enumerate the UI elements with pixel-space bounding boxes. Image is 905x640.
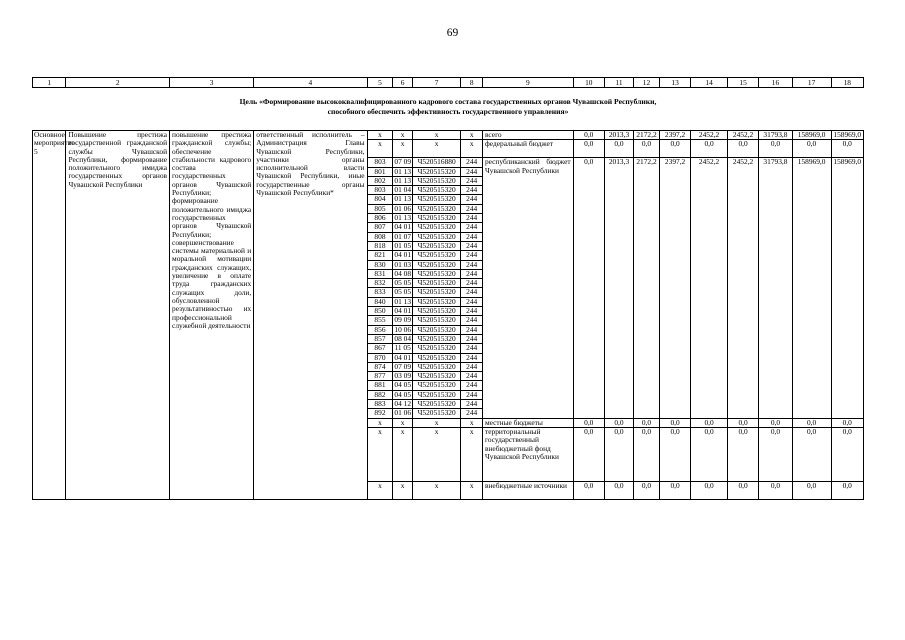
fund-value: 0,0 [831,427,863,481]
column-number-14: 14 [691,78,728,88]
total-value: 2172,2 [634,131,660,140]
local-x-mark: x [412,418,461,427]
federal-value: 0,0 [604,140,633,158]
total-value: 158969,0 [831,131,863,140]
section-code: 04 01 [394,352,412,362]
section-code: 04 01 [394,222,412,232]
section-code: 01 13 [394,296,412,306]
section-code: 03 09 [394,371,412,381]
local-value: 0,0 [691,418,728,427]
ministry-code: 855 [367,316,393,325]
ministry-code: 870 [367,353,393,362]
republican-value: 2452,2 [727,158,758,418]
target-article-code: Ч520515320 [412,223,461,232]
target-article-code: Ч520515320 [412,400,461,409]
fund-x-mark: x [412,427,461,481]
ministry-code: 850 [367,307,393,316]
target-article-code: Ч520515320 [412,334,461,343]
column-number-5: 5 [367,78,393,88]
source-total: всего [482,131,573,140]
section-code: 01 13 [394,166,412,176]
fund-x-mark: x [367,427,393,481]
section-code: 05 05 [394,287,412,297]
expense-type-code: 244 [461,334,483,343]
section-code: 01 13 [394,194,412,204]
federal-x-mark: x [412,140,461,158]
column-number-18: 18 [831,78,863,88]
column-number-10: 10 [573,78,604,88]
expense-type-code: 244 [461,204,483,213]
total-value: 31793,8 [759,131,792,140]
section-code: 01 13 [394,175,412,185]
ministry-code: 856 [367,325,393,334]
ministry-code: 803 [367,186,393,195]
target-article-code: Ч520515320 [412,176,461,185]
ministry-code: 892 [367,409,393,418]
federal-x-mark: x [461,140,483,158]
local-value: 0,0 [792,418,831,427]
expense-type-code: 244 [461,251,483,260]
target-article-code: Ч520515320 [412,409,461,418]
expense-type-code: 244 [461,260,483,269]
republican-value: 158969,0 [792,158,831,418]
target-article-code: Ч520515320 [412,288,461,297]
program-table [32,130,864,500]
target-article-code: Ч520515320 [412,167,461,176]
section-code: 01 04 [394,185,412,195]
federal-value: 0,0 [727,140,758,158]
fund-value: 0,0 [604,427,633,481]
goal-line-1: Цель «Формирование высококвалифицированного кадрового состава государственных органов Чувашской Республики, [239,97,657,106]
ministry-code: 803 [367,158,393,167]
expense-type-code: 244 [461,241,483,250]
source-territorial-fund: территориальный государственный внебюджетный фонд Чувашской Республики [482,427,573,481]
federal-value: 0,0 [759,140,792,158]
ministry-code: 804 [367,195,393,204]
ministry-code: 883 [367,400,393,409]
expense-type-code: 244 [461,353,483,362]
event-name: Повышение престижа государственной гражданской службы Чувашской Республики, формирование положительного имиджа государственных органов Чувашской Республики [66,131,170,500]
target-article-code: Ч520515320 [412,279,461,288]
ministry-code: 831 [367,269,393,278]
ministry-code: 833 [367,288,393,297]
column-number-4: 4 [254,78,367,88]
expense-type-code: 244 [461,372,483,381]
federal-x-mark: x [367,140,393,158]
extra-value: 0,0 [691,481,728,499]
extra-x-mark: x [412,481,461,499]
target-article-code: Ч520515320 [412,344,461,353]
federal-x-mark: x [393,140,412,158]
expense-type-code: 244 [461,279,483,288]
target-article-code: Ч520515320 [412,362,461,371]
section-code: 01 05 [394,240,412,250]
target-article-code: Ч520515320 [412,325,461,334]
target-article-code: Ч520515320 [412,297,461,306]
total-value: 158969,0 [792,131,831,140]
extra-value: 0,0 [573,481,604,499]
expense-type-code: 244 [461,362,483,371]
extra-value: 0,0 [831,481,863,499]
target-article-code: Ч520515320 [412,241,461,250]
column-number-17: 17 [792,78,831,88]
extra-value: 0,0 [792,481,831,499]
column-number-16: 16 [759,78,792,88]
section-code: 08 04 [394,333,412,343]
expense-type-code: 244 [461,297,483,306]
federal-value: 0,0 [691,140,728,158]
section-code: 04 05 [394,380,412,390]
expense-type-code: 244 [461,186,483,195]
federal-value: 0,0 [659,140,690,158]
target-article-code: Ч520515320 [412,251,461,260]
target-article-code: Ч520515320 [412,195,461,204]
federal-value: 0,0 [831,140,863,158]
extra-x-mark: x [461,481,483,499]
expense-type-code: 244 [461,167,483,176]
section-code: 07 09 [394,361,412,371]
fund-value: 0,0 [659,427,690,481]
target-article-code: Ч520515320 [412,232,461,241]
ministry-code: 806 [367,214,393,223]
ministry-code: 882 [367,390,393,399]
target-article-code: Ч520515320 [412,204,461,213]
column-number-7: 7 [412,78,461,88]
section-code: 05 05 [394,278,412,288]
column-number-9: 9 [482,78,573,88]
total-x-mark: x [412,131,461,140]
column-number-12: 12 [634,78,660,88]
total-x-mark: x [393,131,412,140]
extra-value: 0,0 [604,481,633,499]
expense-type-code: 244 [461,195,483,204]
section-code: 07 09 [394,157,412,167]
local-value: 0,0 [659,418,690,427]
target-article-code: Ч520515320 [412,353,461,362]
expense-type-code: 244 [461,288,483,297]
ministry-code: 867 [367,344,393,353]
fund-x-mark: x [461,427,483,481]
target-article-code: Ч520516880 [412,158,461,167]
expense-type-code: 244 [461,223,483,232]
local-x-mark: x [393,418,412,427]
local-value: 0,0 [573,418,604,427]
goal-heading [32,97,864,117]
ministry-code: 802 [367,176,393,185]
federal-value: 0,0 [634,140,660,158]
section-code: 01 06 [394,408,412,418]
expected-result: повышение престижа гражданской службы; обеспечение стабильности кадрового состава государственных органов Чувашской Республики; формирование положительного имиджа государственных органов Чувашской Республики; совершенствование системы материальной и моральной мотивации гражданских служащих, увеличение в оплате труда гражданских служащих доли, обусловленной результативностью их профессиональной служебной деятельности [170,131,254,500]
target-article-code: Ч520515320 [412,381,461,390]
section-code: 04 01 [394,250,412,260]
column-number-11: 11 [604,78,633,88]
extra-value: 0,0 [659,481,690,499]
expense-type-code: 244 [461,400,483,409]
total-value: 0,0 [573,131,604,140]
republican-value: 2172,2 [634,158,660,418]
target-article-code: Ч520515320 [412,260,461,269]
expense-type-code: 244 [461,390,483,399]
republican-value: 0,0 [573,158,604,418]
column-number-13: 13 [659,78,690,88]
expense-type-code: 244 [461,158,483,167]
target-article-code: Ч520515320 [412,316,461,325]
total-value: 2397,2 [659,131,690,140]
local-value: 0,0 [634,418,660,427]
expense-type-code: 244 [461,325,483,334]
target-article-code: Ч520515320 [412,269,461,278]
local-value: 0,0 [604,418,633,427]
column-number-3: 3 [170,78,254,88]
expense-type-code: 244 [461,214,483,223]
ministry-code: 832 [367,279,393,288]
source-federal: федеральный бюджет [482,140,573,158]
expense-type-code: 244 [461,307,483,316]
source-extrabudgetary: внебюджетные источники [482,481,573,499]
extra-value: 0,0 [759,481,792,499]
republican-value: 2013,3 [604,158,633,418]
section-code: 04 01 [394,306,412,316]
section-code: 01 06 [394,203,412,213]
target-article-code: Ч520515320 [412,307,461,316]
ministry-code: 830 [367,260,393,269]
goal-line-2: способного обеспечить эффективность государственного управления» [327,107,569,116]
expense-type-code: 244 [461,232,483,241]
fund-value: 0,0 [634,427,660,481]
column-number-6: 6 [393,78,412,88]
section-code: 09 09 [394,315,412,325]
ministry-code: 818 [367,241,393,250]
section-code: 11 05 [394,343,411,353]
extra-value: 0,0 [727,481,758,499]
republican-value: 2452,2 [691,158,728,418]
fund-value: 0,0 [691,427,728,481]
ministry-code: 840 [367,297,393,306]
target-article-code: Ч520515320 [412,390,461,399]
ministry-code: 857 [367,334,393,343]
total-x-mark: x [461,131,483,140]
ministry-code: 805 [367,204,393,213]
section-code: 01 07 [394,231,412,241]
ministry-code: 807 [367,223,393,232]
extra-x-mark: x [367,481,393,499]
federal-value: 0,0 [792,140,831,158]
total-value: 2452,2 [727,131,758,140]
column-number-row [32,77,864,88]
ministry-code: 821 [367,251,393,260]
expense-type-code: 244 [461,176,483,185]
extra-x-mark: x [393,481,412,499]
republican-value: 2397,2 [659,158,690,418]
source-republican: республиканский бюджет Чувашской Республики [482,158,573,418]
fund-value: 0,0 [727,427,758,481]
fund-value: 0,0 [759,427,792,481]
local-value: 0,0 [727,418,758,427]
ministry-code: 874 [367,362,393,371]
ministry-code: 881 [367,381,393,390]
event-type: Основное мероприятие 5 [33,131,66,500]
page-number: 69 [446,27,459,39]
federal-value: 0,0 [573,140,604,158]
ministry-code: 877 [367,372,393,381]
republican-value: 31793,8 [759,158,792,418]
column-number-8: 8 [461,78,483,88]
republican-value: 158969,0 [831,158,863,418]
section-code: 01 13 [394,213,412,223]
total-value: 2452,2 [691,131,728,140]
source-local: местные бюджеты [482,418,573,427]
expense-type-code: 244 [461,269,483,278]
expense-type-code: 244 [461,381,483,390]
column-number-1: 1 [33,78,66,88]
section-code: 10 06 [394,324,412,334]
total-x-mark: x [367,131,393,140]
section-code: 04 05 [394,389,412,399]
target-article-code: Ч520515320 [412,214,461,223]
fund-value: 0,0 [792,427,831,481]
expense-type-code: 244 [461,344,483,353]
fund-value: 0,0 [573,427,604,481]
expense-type-code: 244 [461,316,483,325]
extra-value: 0,0 [634,481,660,499]
expense-type-code: 244 [461,409,483,418]
section-code: 04 08 [394,268,412,278]
executor: ответственный исполнитель – Администрация Главы Чувашской Республики, участники органы исполнительной власти Чувашской Республики, иные государственные органы Чувашской Республики* [254,131,367,500]
section-code: 04 12 [394,399,412,409]
target-article-code: Ч520515320 [412,186,461,195]
local-value: 0,0 [831,418,863,427]
section-code: 01 03 [394,259,412,269]
local-x-mark: x [461,418,483,427]
ministry-code: 808 [367,232,393,241]
column-number-15: 15 [727,78,758,88]
target-article-code: Ч520515320 [412,372,461,381]
fund-x-mark: x [393,427,412,481]
total-value: 2013,3 [604,131,633,140]
ministry-code: 801 [367,167,393,176]
column-number-2: 2 [66,78,170,88]
local-x-mark: x [367,418,393,427]
local-value: 0,0 [759,418,792,427]
